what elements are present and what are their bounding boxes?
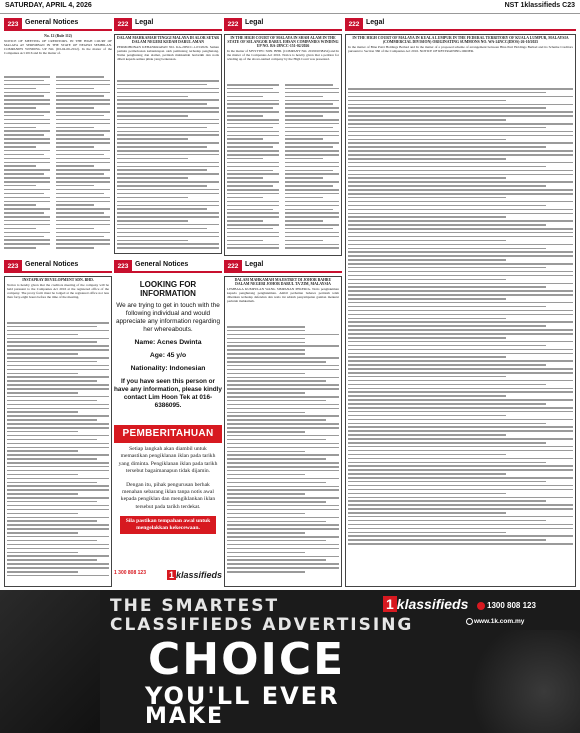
logo-text: klassifieds <box>175 570 222 580</box>
missing-person-intro: We are trying to get in touch with the following individual and would appreciate any information regarding her whereabouts. <box>115 302 221 333</box>
promo-phone: 1 300 808 123 <box>114 570 146 576</box>
notice-body: LEMBAGA KUMPULAN WANG SIMPANAN PEKERJA. Notis penghakiman kepada penghutang penghakiman. Ambil perhatian bahawa perintah telah diberikan terhadap defendan dan notis ini adalah penyampaian gantian menurut perintah mahkamah. <box>227 287 339 304</box>
pemberitahuan-text-1: Setiap langkah akan diambil untuk memastikan pengiklanan iklan pada tarikh yang diminta. Pengiklanan iklan pada tarikh tersebut bagaimanapun tidak dijamin. <box>118 446 218 475</box>
banner-line-2: CLASSIFIEDS ADVERTISING <box>110 615 414 635</box>
banner-line-1: THE SMARTEST <box>110 596 280 616</box>
logo-badge: 1 <box>168 570 174 580</box>
klassifieds-logo <box>167 570 222 580</box>
notice-body: NOTICE OF MEETING OF CREDITORS. IN THE HIGH COURT OF MALAYA AT SEREMBAN IN THE STATE OF NEGERI SEMBILAN. COMPANIES WINDING UP NO. (ID-04-06-2012). In the matter of the Companies Act 2016 and In the matter of. <box>4 39 112 56</box>
banner-logo-badge: 1 <box>383 596 397 612</box>
notice-restraining-order <box>348 36 573 84</box>
notice-text-block <box>227 326 339 584</box>
banner-phone: 1300 808 123 <box>487 601 536 610</box>
section-number: 223 <box>114 260 132 273</box>
section-header-general-notices <box>4 18 112 31</box>
notice-bankruptcy <box>117 36 219 76</box>
section-header-legal <box>224 260 342 273</box>
section-header-general-notices <box>114 260 222 273</box>
notice-heading: DALAM MAHKAMAH TINGGI MALAYA DI ALOR SETAR DALAM NEGERI KEDAH DARUL AMAN <box>117 36 219 45</box>
missing-person-nationality: Nationality: Indonesian <box>130 365 206 372</box>
missing-person-name: Name: Acnes Dwinta <box>134 339 202 346</box>
missing-person-title: LOOKING FOR INFORMATION <box>139 280 197 298</box>
banner-line-4: YOU'LL EVER <box>145 682 340 710</box>
pemberitahuan-title: PEMBERITAHUAN <box>114 425 222 443</box>
notice-heading: IN THE HIGH COURT OF MALAYA IN SHAH ALAM IN THE STATE OF SELANGOR DARUL EHSAN COMPANIES WINDING UP NO. BA-28NCC-151-02/2026 <box>227 36 339 49</box>
section-number: 222 <box>345 18 363 31</box>
notice-body: In the matter of MYSTTEC SDN. BHD. (COMPANY NO. 201901038454) and In the matter of the Companies Act 2016. Notice is hereby given that a petition for winding up of the above-named company by the High Court was presented. <box>227 49 339 62</box>
banner-line-5: MAKE <box>145 704 224 729</box>
missing-person-age: Age: 45 y/o <box>149 352 187 359</box>
banner-logo-text: klassifieds <box>396 596 469 612</box>
section-number: 223 <box>4 260 22 273</box>
issue-date: SATURDAY, APRIL 4, 2026 <box>5 2 92 9</box>
notice-text-block <box>285 84 339 254</box>
section-title: Legal <box>366 19 385 26</box>
globe-icon <box>466 618 473 625</box>
section-title: Legal <box>135 19 154 26</box>
notice-kwsp <box>227 278 339 322</box>
pemberitahuan-cta: Sila pastikan tempahan awal untuk mengelakkan kekecewaan. <box>120 516 216 534</box>
section-header-general-notices <box>4 260 112 273</box>
pemberitahuan-notice <box>114 425 222 557</box>
notice-body: PERMOHONAN KEBANKRAPAN NO. KA-29NCC-1-03/2026. Saman pemula permohonan kebankrapan oleh pemiutang terhadap penghutang. Nama penghutang dan alamat, perintah mahkamah bertarikh dan notis diberi kepada semua pihak yang berkenaan. <box>117 45 219 62</box>
section-title: General Notices <box>135 261 189 268</box>
notice-body: Notice is hereby given that the creditors meeting of the company will be held pursuant to the Companies Act 2016 at the registered office of the company. The proxy form must be lodged at the registered office not less than forty-eight hours before the time of the meeting. <box>7 283 109 300</box>
promo-footer <box>114 570 222 592</box>
missing-person-contact: If you have seen this person or have any information, please kindly contact Lim Hoon Tek at 016-6386095. <box>114 378 222 409</box>
section-title: Legal <box>245 19 264 26</box>
page-header <box>0 0 580 14</box>
klassifieds-banner <box>0 590 580 733</box>
notice-text-block <box>4 76 50 256</box>
section-title: General Notices <box>25 261 79 268</box>
notice-heading: INSTAPRAY DEVELOPMENT SDN. BHD. <box>22 278 94 282</box>
section-number: 223 <box>4 18 22 31</box>
section-title: Legal <box>245 261 264 268</box>
pemberitahuan-text-2: Dengan itu, pihak pengurusan berhak menahan sebarang iklan tanpa notis awal kepada pengiklan dan mengiklankan iklan tersebut pada tarikh terdekat. <box>120 481 216 510</box>
section-title: General Notices <box>25 19 79 26</box>
banner-decoration <box>460 630 580 733</box>
notice-heading: IN THE HIGH COURT OF MALAYA IN KUALA LUMPUR IN THE FEDERAL TERRITORY OF KUALA LUMPUR, MALAYSIA (COMMERCIAL DIVISION) ORIGINATING SUMMONS NO. WA-24NCC(IDOS)-26-10/2025 <box>352 36 569 45</box>
notice-text-block <box>227 84 279 254</box>
notice-heading: DALAM MAHKAMAH MAJISTRET DI JOHOR BAHRU DALAM NEGERI JOHOR DARUL TA'ZIM, MALAYSIA <box>234 278 332 287</box>
notice-text-block <box>7 322 109 584</box>
missing-person-notice <box>114 278 222 418</box>
section-number: 222 <box>224 260 242 273</box>
notice-heading: No. 12 (Rule 112) <box>44 34 72 38</box>
notice-text-block <box>56 76 110 256</box>
banner-line-3: CHOICE <box>148 634 346 685</box>
banner-logo <box>383 596 483 620</box>
phone-icon <box>477 602 485 610</box>
notice-text-block <box>117 80 219 252</box>
section-header-legal <box>224 18 342 31</box>
notice-instapray <box>7 278 109 318</box>
notice-body: In the matter of Bina Putri Holdings Berhad and In the matter of a proposed scheme of arrangement between Bina Puri Holdings Berhad and its Scheme Creditors pursuant to Section 366 of the Companies Act 2016. NOTICE OF RESTRAINING ORDER. <box>348 45 573 54</box>
section-header-legal <box>345 18 576 31</box>
notice-text-block <box>348 88 573 584</box>
notice-winding-up <box>227 36 339 80</box>
publication-name: NST 1klassifieds C23 <box>504 2 575 9</box>
section-number: 222 <box>114 18 132 31</box>
banner-url[interactable]: www.1k.com.my <box>474 618 525 625</box>
section-header-legal <box>114 18 222 31</box>
banner-decoration <box>0 590 100 733</box>
section-number: 222 <box>224 18 242 31</box>
